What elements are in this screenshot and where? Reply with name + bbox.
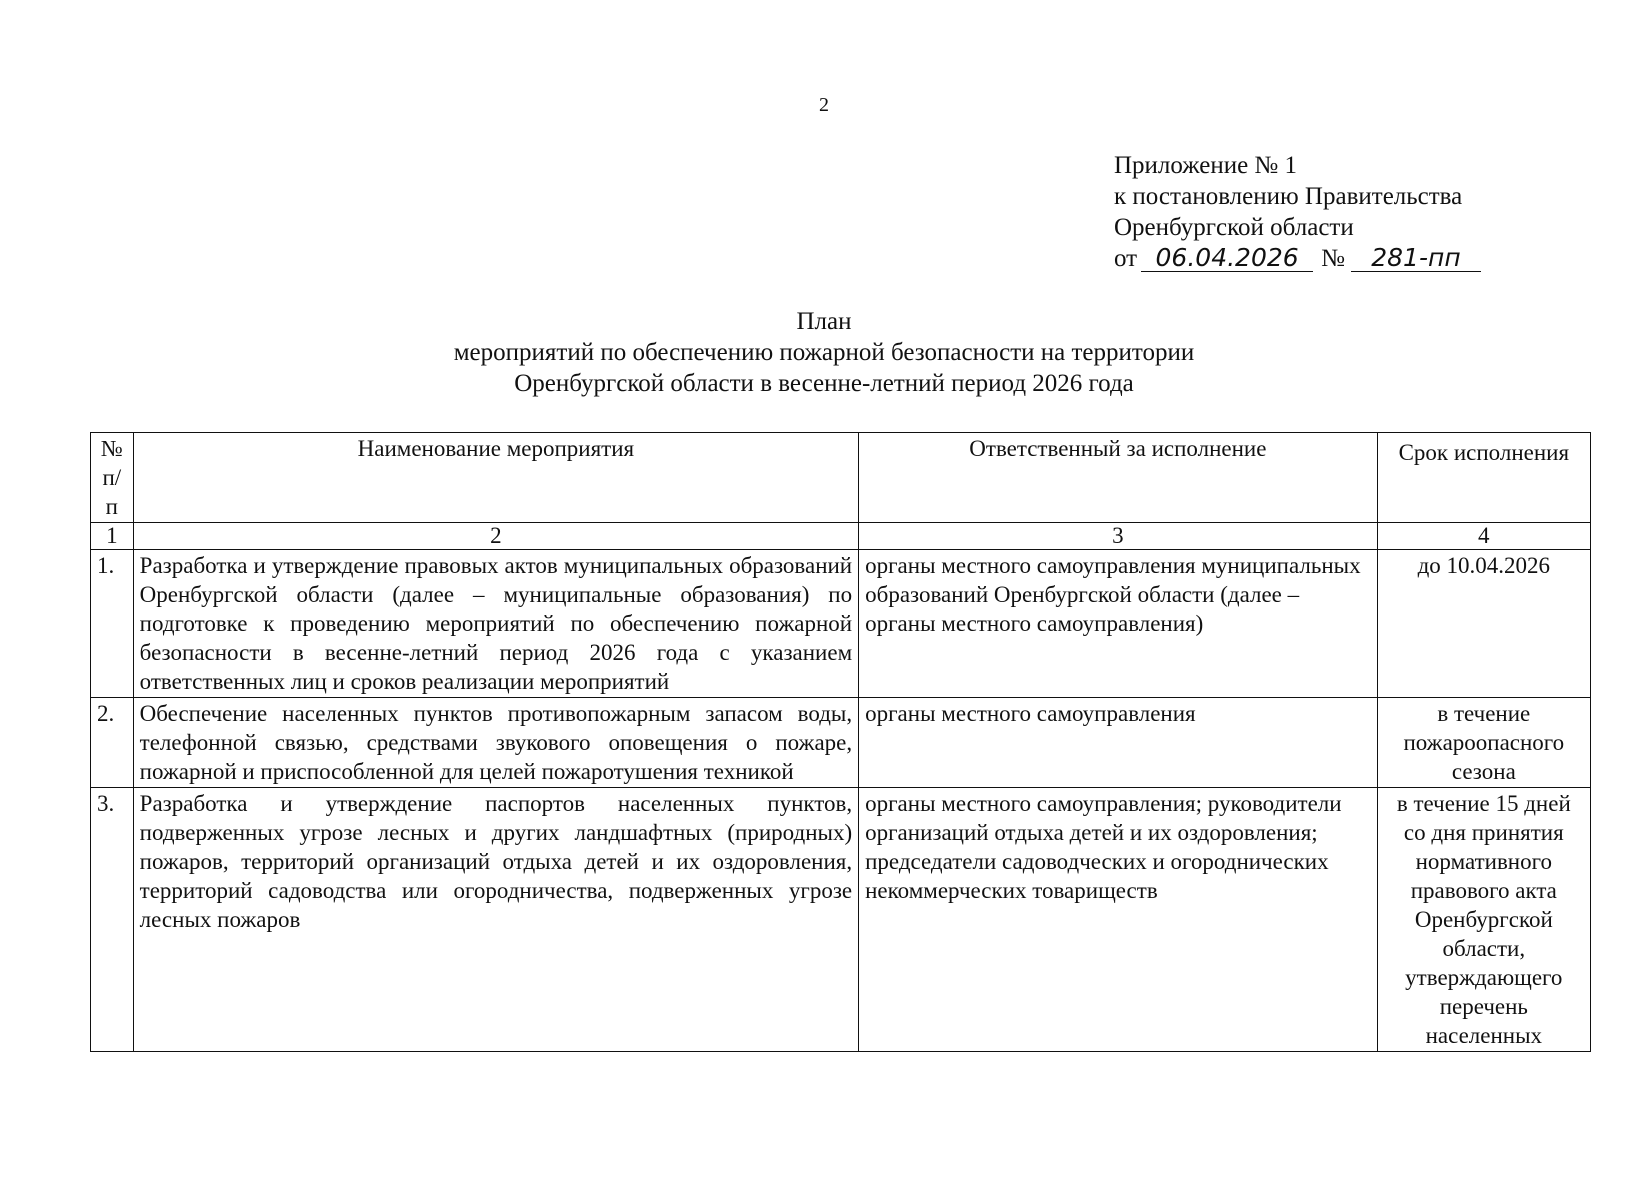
page-number: 2 bbox=[819, 94, 829, 116]
index-cell: 4 bbox=[1377, 523, 1590, 550]
header-name: Наименование мероприятия bbox=[133, 433, 858, 523]
row-name: Разработка и утверждение паспортов населенных пунктов, подверженных угрозе лесных и других ландшафтных (природных) пожаров, территорий организаций отдыха детей и их оздоровления, территорий садоводства или огородничества, подверженных угрозе лесных пожаров bbox=[133, 788, 858, 1052]
header-num: № п/п bbox=[91, 433, 134, 523]
row-num: 1. bbox=[91, 550, 134, 698]
appendix-line-3: Оренбургской области bbox=[1114, 214, 1354, 241]
title-line-2: мероприятий по обеспечению пожарной безопасности на территории bbox=[453, 339, 1195, 366]
row-num: 3. bbox=[91, 788, 134, 1052]
plan-table bbox=[90, 432, 1591, 1052]
row-name: Разработка и утверждение правовых актов муниципальных образований Оренбургской области (далее – муниципальные образования) по подготовке к проведению мероприятий по обеспечению пожарной безопасности в весенне-летний период 2026 года с указанием ответственных лиц и сроков реализации мероприятий bbox=[133, 550, 858, 698]
table-index-row bbox=[91, 523, 1591, 550]
row-term: до 10.04.2026 bbox=[1377, 550, 1590, 698]
document-title bbox=[0, 306, 1648, 399]
row-num: 2. bbox=[91, 698, 134, 788]
index-cell: 2 bbox=[133, 523, 858, 550]
table-row bbox=[91, 550, 1591, 698]
header-term: Срок исполнения bbox=[1377, 433, 1590, 523]
row-term: в течение 15 дней со дня принятия нормативного правового акта Оренбургской области, утверждающего перечень населенных bbox=[1377, 788, 1590, 1052]
table-row bbox=[91, 788, 1591, 1052]
appendix-line-4 bbox=[1114, 243, 1481, 274]
index-cell: 3 bbox=[859, 523, 1377, 550]
row-term: в течение пожароопасного сезона bbox=[1377, 698, 1590, 788]
appendix-line-2: к постановлению Правительства bbox=[1114, 183, 1463, 210]
title-line-1: План bbox=[796, 308, 852, 335]
resolution-date: 06.04.2026 bbox=[1141, 245, 1313, 272]
number-label: № bbox=[1321, 245, 1345, 272]
resolution-number: 281-пп bbox=[1351, 245, 1481, 272]
index-cell: 1 bbox=[91, 523, 134, 550]
table-row bbox=[91, 698, 1591, 788]
from-label: от bbox=[1114, 245, 1138, 272]
row-responsible: органы местного самоуправления; руководители организаций отдыха детей и их оздоровления; председатели садоводческих и огороднических некоммерческих товариществ bbox=[859, 788, 1377, 1052]
row-responsible: органы местного самоуправления bbox=[859, 698, 1377, 788]
row-responsible: органы местного самоуправления муниципальных образований Оренбургской области (далее – органы местного самоуправления) bbox=[859, 550, 1377, 698]
row-name: Обеспечение населенных пунктов противопожарным запасом воды, телефонной связью, средствами звукового оповещения о пожаре, пожарной и приспособленной для целей пожаротушения техникой bbox=[133, 698, 858, 788]
title-line-3: Оренбургской области в весенне-летний период 2026 года bbox=[514, 370, 1134, 397]
table-header-row bbox=[91, 433, 1591, 523]
header-responsible: Ответственный за исполнение bbox=[859, 433, 1377, 523]
appendix-line-1: Приложение № 1 bbox=[1114, 152, 1298, 179]
appendix-block bbox=[1114, 150, 1481, 274]
